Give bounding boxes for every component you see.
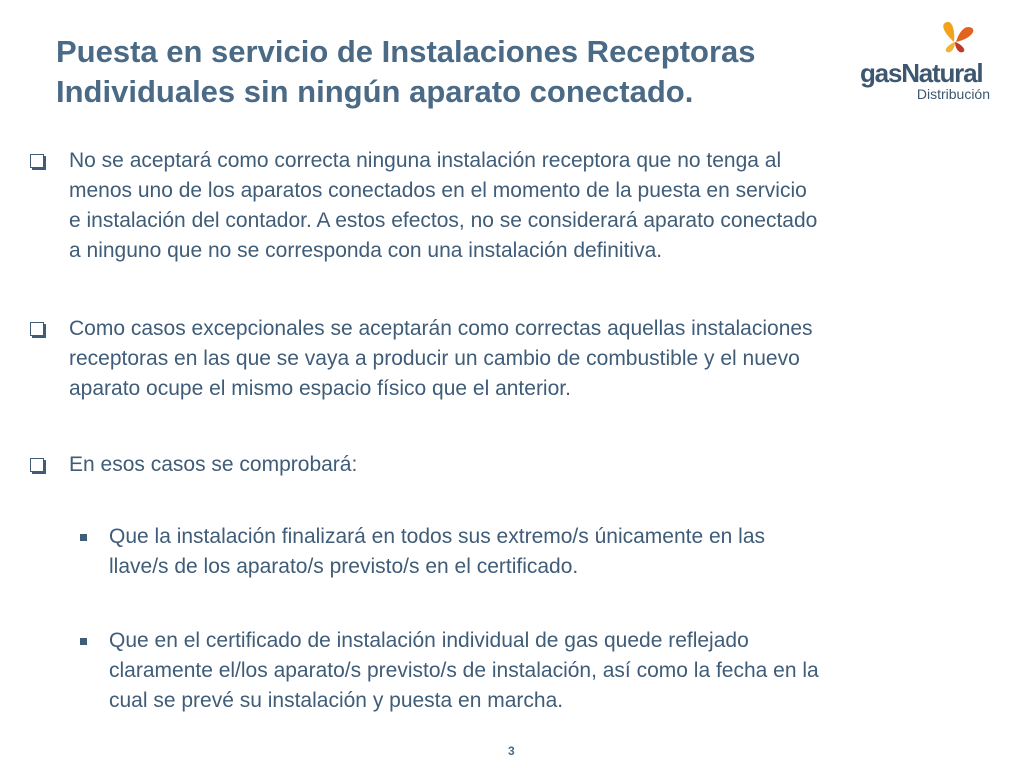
filled-square-bullet-icon: [80, 638, 87, 645]
hollow-square-bullet-icon: [30, 154, 44, 168]
bullet-item: [30, 450, 990, 480]
bullet-text: [69, 146, 817, 266]
sub-bullet-line: cual se prevé su instalación y puesta en marcha.: [109, 689, 564, 712]
logo-subtitle: Distribución: [916, 86, 990, 102]
bullet-item: [30, 146, 990, 266]
bullet-line: menos uno de los aparatos conectados en el momento de la puesta en servicio: [69, 179, 807, 202]
hollow-square-bullet-icon: [30, 458, 44, 472]
slide-title-line: Puesta en servicio de Instalaciones Receptoras: [56, 34, 756, 69]
sub-bullet-text: [109, 626, 819, 716]
filled-square-bullet-icon: [80, 534, 87, 541]
logo-wordmark: [860, 60, 982, 86]
bullet-line: a ninguno que no se corresponda con una instalación definitiva.: [69, 239, 663, 262]
bullet-text: [69, 314, 813, 404]
sub-bullet-text: [109, 522, 765, 582]
bullet-line: aparato ocupe el mismo espacio físico que el anterior.: [69, 377, 571, 400]
page-number: 3: [508, 744, 515, 758]
bullet-text: [69, 450, 357, 480]
bullet-line: Como casos excepcionales se aceptarán como correctas aquellas instalaciones: [69, 317, 813, 340]
bullet-line: No se aceptará como correcta ninguna instalación receptora que no tenga al: [69, 149, 782, 172]
bullet-line: receptoras en las que se vaya a producir un cambio de combustible y el nuevo: [69, 347, 800, 370]
slide-title-line: Individuales sin ningún aparato conectado.: [56, 74, 694, 109]
sub-bullet-line: Que la instalación finalizará en todos sus extremo/s únicamente en las: [109, 525, 766, 548]
sub-bullet-line: llave/s de los aparato/s previsto/s en el certificado.: [109, 555, 579, 578]
sub-bullet-line: claramente el/los aparato/s previsto/s de instalación, así como la fecha en la: [109, 659, 819, 682]
bullet-item: [30, 314, 990, 404]
sub-bullet-line: Que en el certificado de instalación individual de gas quede reflejado: [109, 629, 749, 652]
sub-bullet-item: [80, 626, 1000, 716]
hollow-square-bullet-icon: [30, 322, 44, 336]
gas-natural-logo: [856, 20, 996, 102]
logo-prefix: gas: [860, 58, 902, 88]
sub-bullet-item: [80, 522, 1000, 582]
logo-name: Natural: [901, 58, 983, 88]
butterfly-icon: [935, 20, 975, 54]
bullet-line: En esos casos se comprobará:: [69, 453, 358, 476]
bullet-line: e instalación del contador. A estos efectos, no se considerará aparato conectado: [69, 209, 818, 232]
slide-title: [56, 32, 856, 112]
